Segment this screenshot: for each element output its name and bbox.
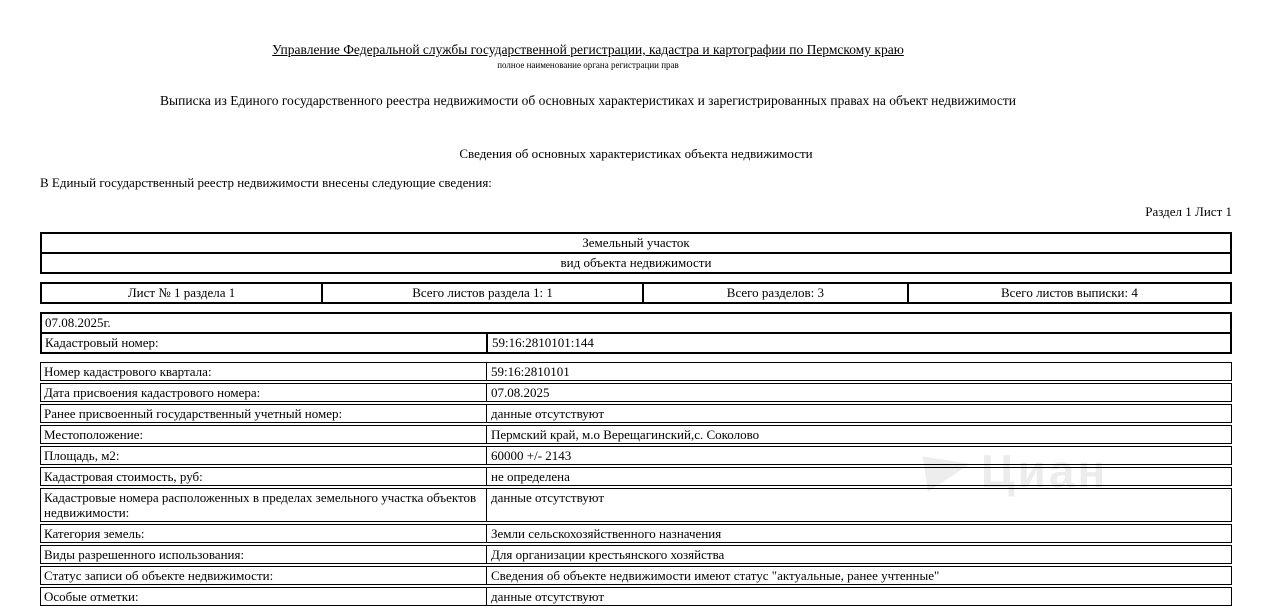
cian-watermark-text: Циан bbox=[981, 445, 1109, 497]
document-header bbox=[0, 0, 1176, 109]
table-row bbox=[40, 383, 1232, 402]
page-marker: Раздел 1 Лист 1 bbox=[1145, 204, 1232, 219]
row-label: Дата присвоения кадастрового номера: bbox=[41, 384, 487, 401]
row-label: Особые отметки: bbox=[41, 588, 487, 605]
intro-text: В Единый государственный реестр недвижимости внесены следующие сведения: bbox=[40, 175, 492, 190]
record-date: 07.08.2025г. bbox=[42, 314, 1230, 334]
table-row bbox=[40, 545, 1232, 564]
table-row bbox=[40, 566, 1232, 585]
table-row bbox=[42, 334, 1230, 352]
details-table bbox=[40, 362, 1232, 606]
object-type-block bbox=[40, 232, 1232, 274]
table-row bbox=[40, 362, 1232, 381]
row-value: Земли сельскохозяйственного назначения bbox=[491, 526, 722, 541]
row-label: Кадастровая стоимость, руб: bbox=[41, 468, 487, 485]
sheet-info-row bbox=[40, 282, 1232, 304]
row-label: Категория земель: bbox=[41, 525, 487, 542]
main-table bbox=[40, 232, 1232, 606]
total-sheets-section-cell: Всего листов раздела 1: 1 bbox=[321, 284, 642, 302]
row-value: 07.08.2025 bbox=[491, 385, 550, 400]
row-value: 59:16:2810101 bbox=[491, 364, 570, 379]
row-value: 59:16:2810101:144 bbox=[492, 335, 594, 350]
row-label: Виды разрешенного использования: bbox=[41, 546, 487, 563]
row-value: не определена bbox=[491, 469, 570, 484]
row-label: Кадастровые номера расположенных в пределах земельного участка объектов недвижимости: bbox=[41, 489, 487, 521]
document-title: Выписка из Единого государственного реестра недвижимости об основных характеристиках и зарегистрированных правах на объект недвижимости bbox=[160, 93, 1016, 108]
row-value: данные отсутствуют bbox=[491, 406, 605, 421]
row-label: Номер кадастрового квартала: bbox=[41, 363, 487, 380]
table-row bbox=[40, 524, 1232, 543]
row-label: Ранее присвоенный государственный учетный номер: bbox=[41, 405, 487, 422]
section-title: Сведения об основных характеристиках объекта недвижимости bbox=[459, 146, 813, 161]
row-value: данные отсутствуют bbox=[491, 589, 605, 604]
row-value: 60000 +/- 2143 bbox=[491, 448, 572, 463]
row-label: Кадастровый номер: bbox=[42, 334, 488, 352]
row-label: Статус записи об объекте недвижимости: bbox=[41, 567, 487, 584]
table-row bbox=[40, 587, 1232, 606]
table-row bbox=[40, 446, 1232, 465]
object-type-caption: вид объекта недвижимости bbox=[560, 255, 712, 270]
row-label: Местоположение: bbox=[41, 426, 487, 443]
authority-name: Управление Федеральной службы государственной регистрации, кадастра и картографии по Пермскому краю bbox=[272, 42, 904, 57]
row-value: Пермский край, м.о Верещагинский,с. Соколово bbox=[491, 427, 760, 442]
date-block bbox=[40, 312, 1232, 354]
table-row bbox=[40, 467, 1232, 486]
row-value: Сведения об объекте недвижимости имеют статус "актуальные, ранее учтенные" bbox=[491, 568, 940, 583]
table-row bbox=[40, 404, 1232, 423]
table-row bbox=[40, 425, 1232, 444]
authority-caption: полное наименование органа регистрации прав bbox=[497, 60, 679, 70]
sheet-number-cell: Лист № 1 раздела 1 bbox=[127, 285, 236, 300]
total-sections-cell: Всего разделов: 3 bbox=[642, 284, 907, 302]
row-label: Площадь, м2: bbox=[41, 447, 487, 464]
row-value: Для организации крестьянского хозяйства bbox=[491, 547, 725, 562]
total-sheets-extract-cell: Всего листов выписки: 4 bbox=[907, 284, 1230, 302]
row-value: данные отсутствуют bbox=[491, 490, 605, 505]
object-type-value: Земельный участок bbox=[42, 234, 1230, 254]
table-row bbox=[40, 488, 1232, 522]
